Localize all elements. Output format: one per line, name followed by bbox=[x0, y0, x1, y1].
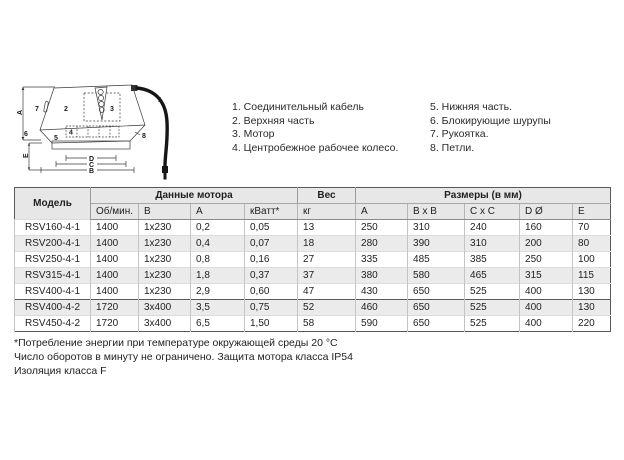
cell: 1400 bbox=[91, 268, 139, 284]
col-header-dim-e: E bbox=[573, 204, 611, 220]
cell: 580 bbox=[408, 268, 465, 284]
cell: 0,05 bbox=[245, 220, 298, 236]
legend-item: 5. Нижняя часть. bbox=[430, 101, 512, 113]
cell: 6,5 bbox=[191, 316, 245, 332]
model-cell: RSV250-4-1 bbox=[15, 252, 91, 268]
cell: 47 bbox=[298, 284, 356, 300]
cell: 1400 bbox=[91, 284, 139, 300]
cell: 200 bbox=[520, 236, 573, 252]
specifications-table bbox=[14, 187, 611, 332]
cell: 335 bbox=[356, 252, 408, 268]
fan-drawing-svg bbox=[8, 80, 228, 194]
cell: 0,60 bbox=[245, 284, 298, 300]
dim-label-D: D bbox=[89, 156, 95, 163]
legend-item: 3. Мотор bbox=[232, 128, 275, 140]
cell: 100 bbox=[573, 252, 611, 268]
cell: 0,75 bbox=[245, 300, 298, 316]
table-row bbox=[15, 300, 611, 316]
cell: 1720 bbox=[91, 316, 139, 332]
cell: 3,5 bbox=[191, 300, 245, 316]
part-label-8: 8 bbox=[142, 133, 146, 140]
cell: 37 bbox=[298, 268, 356, 284]
group-header-row bbox=[15, 188, 611, 204]
cell: 385 bbox=[465, 252, 520, 268]
fan-technical-drawing bbox=[8, 80, 228, 194]
col-header-dim-a: A bbox=[356, 204, 408, 220]
part-label-2: 2 bbox=[64, 106, 68, 113]
cell: 115 bbox=[573, 268, 611, 284]
cell: 400 bbox=[520, 316, 573, 332]
dim-label-E: E bbox=[23, 153, 30, 158]
cell: 3x400 bbox=[139, 316, 191, 332]
table-row bbox=[15, 284, 611, 300]
parts-legend-column-2 bbox=[430, 101, 551, 155]
cell: 70 bbox=[573, 220, 611, 236]
cell: 1x230 bbox=[139, 236, 191, 252]
cell: 130 bbox=[573, 300, 611, 316]
cell: 1x230 bbox=[139, 252, 191, 268]
cell: 400 bbox=[520, 284, 573, 300]
cell: 220 bbox=[573, 316, 611, 332]
cell: 390 bbox=[408, 236, 465, 252]
footnote-rpm-protection: Число оборотов в минуту не ограничено. Защита мотора класса IP54 bbox=[14, 351, 353, 363]
col-header-kwatt: кВатт* bbox=[245, 204, 298, 220]
col-group-weight: Вес bbox=[298, 188, 356, 204]
col-header-dim-c: C x C bbox=[465, 204, 520, 220]
table-row bbox=[15, 252, 611, 268]
cell: 0,16 bbox=[245, 252, 298, 268]
cell: 315 bbox=[520, 268, 573, 284]
table-row bbox=[15, 316, 611, 332]
cell: 240 bbox=[465, 220, 520, 236]
col-header-rpm: Об/мин. bbox=[91, 204, 139, 220]
cell: 1400 bbox=[91, 236, 139, 252]
model-cell: RSV315-4-1 bbox=[15, 268, 91, 284]
cell: 650 bbox=[408, 300, 465, 316]
cell: 485 bbox=[408, 252, 465, 268]
cell: 400 bbox=[520, 300, 573, 316]
col-header-dim-b: B x B bbox=[408, 204, 465, 220]
table-row bbox=[15, 220, 611, 236]
model-cell: RSV400-4-1 bbox=[15, 284, 91, 300]
part-label-6: 6 bbox=[24, 131, 28, 138]
cell: 0,2 bbox=[191, 220, 245, 236]
sub-header-row bbox=[15, 204, 611, 220]
footnotes bbox=[14, 336, 353, 378]
part-label-5: 5 bbox=[54, 135, 58, 142]
cell: 80 bbox=[573, 236, 611, 252]
col-header-amps: А bbox=[191, 204, 245, 220]
col-group-dimensions: Размеры (в мм) bbox=[356, 188, 611, 204]
cell: 590 bbox=[356, 316, 408, 332]
col-group-motor-data: Данные мотора bbox=[91, 188, 298, 204]
col-header-dim-d: D Ø bbox=[520, 204, 573, 220]
cell: 525 bbox=[465, 284, 520, 300]
cell: 1400 bbox=[91, 220, 139, 236]
cell: 250 bbox=[520, 252, 573, 268]
footnote-energy: *Потребление энергии при температуре окружающей среды 20 °C bbox=[14, 337, 338, 349]
dim-label-B: B bbox=[89, 168, 95, 175]
cell: 380 bbox=[356, 268, 408, 284]
cell: 1x230 bbox=[139, 268, 191, 284]
col-header-volts: В bbox=[139, 204, 191, 220]
cell: 650 bbox=[408, 284, 465, 300]
cell: 430 bbox=[356, 284, 408, 300]
part-label-3: 3 bbox=[110, 106, 114, 113]
cell: 310 bbox=[408, 220, 465, 236]
part-label-4: 4 bbox=[69, 129, 73, 137]
col-header-kg: кг bbox=[298, 204, 356, 220]
cell: 1x230 bbox=[139, 284, 191, 300]
parts-legend-column-1 bbox=[232, 101, 398, 155]
table-row bbox=[15, 268, 611, 284]
cell: 650 bbox=[408, 316, 465, 332]
cell: 465 bbox=[465, 268, 520, 284]
cell: 280 bbox=[356, 236, 408, 252]
dim-label-C: C bbox=[89, 162, 95, 169]
cell: 0,8 bbox=[191, 252, 245, 268]
part-label-7: 7 bbox=[35, 106, 39, 113]
cell: 2,9 bbox=[191, 284, 245, 300]
cell: 18 bbox=[298, 236, 356, 252]
table-row bbox=[15, 236, 611, 252]
dim-label-A: A bbox=[17, 109, 24, 115]
cell: 58 bbox=[298, 316, 356, 332]
footnote-insulation-class: Изоляция класса F bbox=[14, 365, 107, 377]
cell: 1400 bbox=[91, 252, 139, 268]
part-label-1: 1 bbox=[158, 97, 162, 104]
cell: 1,8 bbox=[191, 268, 245, 284]
cell: 13 bbox=[298, 220, 356, 236]
cell: 3x400 bbox=[139, 300, 191, 316]
legend-item: 1. Соединительный кабель bbox=[232, 101, 364, 113]
power-cable bbox=[137, 88, 167, 166]
cell: 130 bbox=[573, 284, 611, 300]
cell: 0,07 bbox=[245, 236, 298, 252]
col-header-model: Модель bbox=[15, 188, 91, 220]
cell: 310 bbox=[465, 236, 520, 252]
legend-item: 8. Петли. bbox=[430, 141, 475, 154]
model-cell: RSV450-4-2 bbox=[15, 316, 91, 332]
legend-item: 2. Верхняя часть bbox=[232, 114, 315, 127]
model-cell: RSV200-4-1 bbox=[15, 236, 91, 252]
cell: 250 bbox=[356, 220, 408, 236]
cell: 1x230 bbox=[139, 220, 191, 236]
legend-item: 4. Центробежное рабочее колесо. bbox=[232, 141, 399, 154]
model-cell: RSV160-4-1 bbox=[15, 220, 91, 236]
cell: 525 bbox=[465, 316, 520, 332]
cell: 1720 bbox=[91, 300, 139, 316]
cell: 525 bbox=[465, 300, 520, 316]
cell: 0,4 bbox=[191, 236, 245, 252]
cell: 0,37 bbox=[245, 268, 298, 284]
cell: 160 bbox=[520, 220, 573, 236]
cell: 27 bbox=[298, 252, 356, 268]
legend-item: 7. Рукоятка. bbox=[430, 128, 489, 140]
cell: 1,50 bbox=[245, 316, 298, 332]
cell: 460 bbox=[356, 300, 408, 316]
legend-item: 6. Блокирующие шурупы bbox=[430, 114, 551, 127]
model-cell: RSV400-4-2 bbox=[15, 300, 91, 316]
cell: 52 bbox=[298, 300, 356, 316]
